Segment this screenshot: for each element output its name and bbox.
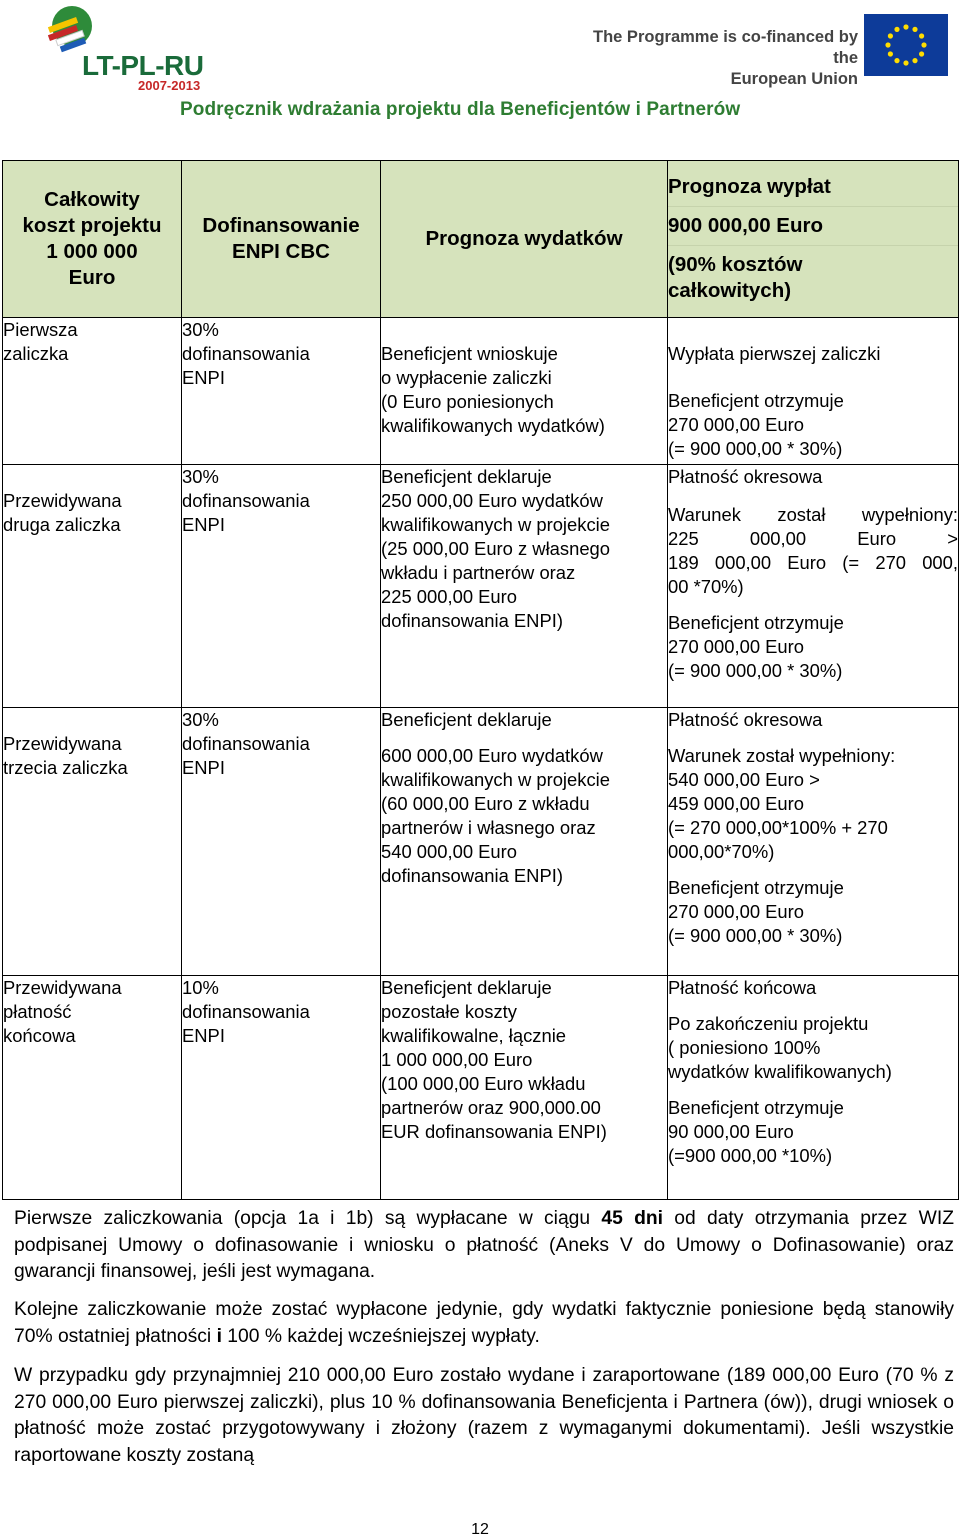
cell-stage (3, 976, 182, 1200)
cell-payments (668, 708, 959, 976)
header-line: Całkowity (44, 188, 140, 211)
cell-line: pozostałe koszty (381, 1001, 517, 1022)
cell-line: końcowa (3, 1025, 76, 1046)
cell-line: Przewidywana (3, 977, 122, 998)
cell-line: 30% (182, 709, 219, 730)
cell-expenses (381, 465, 668, 708)
cell-line: 225 000,00 Euro > (668, 528, 958, 549)
eu-cofinance-text (568, 27, 858, 90)
cell-line: 30% (182, 319, 219, 340)
cell-line: (60 000,00 Euro z wkładu (381, 793, 590, 814)
cell-line: kwalifikowanych w projekcie (381, 769, 610, 790)
cell-payments (668, 318, 959, 465)
cell-line: dofinansowania (182, 490, 310, 511)
cell-line: Beneficjent deklaruje (381, 709, 552, 730)
table-row (3, 976, 959, 1200)
cell-line: kwalifikowanych wydatków) (381, 415, 605, 436)
cell-line: o wypłacenie zaliczki (381, 367, 552, 388)
paragraph-bold-text: i (216, 1325, 222, 1347)
eu-line-1: The Programme is co-financed by the (593, 28, 858, 67)
cell-line: Beneficjent wnioskuje (381, 343, 558, 364)
cell-line: (=900 000,00 *10%) (668, 1145, 833, 1166)
cell-line: Przewidywana (3, 490, 122, 511)
logo-name: LT-PL-RU (82, 50, 204, 81)
cell-line: 459 000,00 Euro (668, 793, 804, 814)
cell-line: partnerów oraz 900,000.00 (381, 1097, 601, 1118)
cell-line: Płatność końcowa (668, 977, 817, 998)
header-cofinancing (182, 161, 381, 318)
cell-line: 189 000,00 Euro (= 270 000, (668, 552, 958, 573)
cell-line: dofinansowania ENPI) (381, 865, 563, 886)
cell-line: (= 900 000,00 * 30%) (668, 925, 843, 946)
paragraph-first-advances (14, 1206, 954, 1286)
page-number: 12 (471, 1521, 489, 1538)
cell-line: płatność (3, 1001, 72, 1022)
cell-expenses (381, 318, 668, 465)
header-expense-forecast: Prognoza wydatków (381, 161, 668, 318)
cell-line: Pierwsza (3, 319, 78, 340)
cell-line: trzecia zaliczka (3, 757, 128, 778)
cell-line: (0 Euro poniesionych (381, 391, 554, 412)
cell-line: ENPI (182, 514, 225, 535)
cell-line: Płatność okresowa (668, 709, 823, 730)
cell-line: 000,00*70%) (668, 841, 775, 862)
cell-line: Beneficjent otrzymuje (668, 390, 844, 411)
header-line: koszt projektu (22, 214, 162, 237)
paragraph-next-advance (14, 1297, 954, 1350)
cell-line: partnerów i własnego oraz (381, 817, 596, 838)
cell-line: Warunek został wypełniony: (668, 504, 958, 525)
payment-schedule-table (2, 160, 959, 1200)
cell-line: Przewidywana (3, 733, 122, 754)
cell-line: 00 *70%) (668, 576, 744, 597)
cell-line: zaliczka (3, 343, 69, 364)
table-row (3, 465, 959, 708)
programme-logo (30, 4, 230, 96)
cell-line: 30% (182, 466, 219, 487)
eu-flag-icon (864, 14, 948, 76)
cell-line: 270 000,00 Euro (668, 636, 804, 657)
paragraph-second-request: W przypadku gdy przynajmniej 210 000,00 Euro zostało wydane i zaraportowane (189 000,00 Euro (70 % z 270 000,00 Euro pierwszej zaliczki), plus 10 % dofinansowania Beneficjenta i Partnera (ów)), drugi wniosek o płatność może zostać przygotowywany i złożony (razem z wymaganymi dokumentami). Jeśli wszystkie raportowane koszty zostaną (14, 1365, 954, 1466)
cell-line: Po zakończeniu projektu (668, 1013, 869, 1034)
table-row (3, 318, 959, 465)
cell-line: (= 900 000,00 * 30%) (668, 438, 843, 459)
header-line: 900 000,00 Euro (668, 207, 958, 246)
cell-line: 1 000 000,00 Euro (381, 1049, 533, 1070)
header-payment-forecast (668, 161, 959, 318)
eu-line-2: European Union (730, 70, 858, 88)
cell-line: 225 000,00 Euro (381, 586, 517, 607)
cell-line: Beneficjent deklaruje (381, 977, 552, 998)
cell-line: wydatków kwalifikowanych) (668, 1061, 892, 1082)
cell-cofinancing (182, 318, 381, 465)
cell-line: (= 270 000,00*100% + 270 (668, 817, 888, 838)
cell-line: Beneficjent deklaruje (381, 466, 552, 487)
cell-line: 270 000,00 Euro (668, 414, 804, 435)
cell-payments (668, 976, 959, 1200)
cell-line: 540 000,00 Euro > (668, 769, 820, 790)
cell-line: dofinansowania (182, 733, 310, 754)
paragraph-text: 100 % każdej wcześniejszej wypłaty. (221, 1325, 540, 1347)
logo-years: 2007-2013 (138, 78, 201, 93)
header-line: Prognoza wypłat (668, 168, 958, 207)
table-header-row (3, 161, 959, 318)
cell-line: 90 000,00 Euro (668, 1121, 794, 1142)
cell-line: 250 000,00 Euro wydatków (381, 490, 603, 511)
cell-line: dofinansowania (182, 343, 310, 364)
cell-line: Warunek został wypełniony: (668, 745, 896, 766)
cell-line: dofinansowania (182, 1001, 310, 1022)
cell-stage (3, 318, 182, 465)
cell-line: EUR dofinansowania ENPI) (381, 1121, 607, 1142)
table-row (3, 708, 959, 976)
cell-line: Wypłata pierwszej zaliczki (668, 343, 881, 364)
cell-line: ENPI (182, 757, 225, 778)
cell-line: kwalifikowanych w projekcie (381, 514, 610, 535)
cell-line: Beneficjent otrzymuje (668, 612, 844, 633)
paragraph-bold-text: 45 dni (601, 1208, 664, 1229)
cell-cofinancing (182, 465, 381, 708)
cell-line: Płatność okresowa (668, 466, 823, 487)
header-line-part: (90% kosztów (668, 253, 803, 276)
cell-line: 600 000,00 Euro wydatków (381, 745, 603, 766)
cell-line: 540 000,00 Euro (381, 841, 517, 862)
page-subtitle: Podręcznik wdrażania projektu dla Beneficjentów i Partnerów (180, 99, 741, 120)
cell-line: dofinansowania ENPI) (381, 610, 563, 631)
header-line: 1 000 000 (46, 240, 138, 263)
cell-line: ( poniesiono 100% (668, 1037, 821, 1058)
cell-line: Beneficjent otrzymuje (668, 877, 844, 898)
header-total-cost (3, 161, 182, 318)
header-line: Dofinansowanie (202, 214, 360, 237)
cell-line: (25 000,00 Euro z własnego (381, 538, 611, 559)
cell-line: kwalifikowalne, łącznie (381, 1025, 567, 1046)
header-line: ENPI CBC (232, 240, 330, 263)
cell-expenses (381, 976, 668, 1200)
cell-line: (= 900 000,00 * 30%) (668, 660, 843, 681)
paragraph-text: Kolejne zaliczkowanie może zostać wypłacone jedynie, gdy wydatki faktycznie poniesione będą stanowiły 70% ostatniej płatności (14, 1299, 954, 1347)
header-line: Euro (68, 266, 116, 289)
cell-line: wkładu i partnerów oraz (381, 562, 576, 583)
cell-payments (668, 465, 959, 708)
cell-line: ENPI (182, 1025, 225, 1046)
paragraph-text: od daty otrzymania przez WIZ podpisanej Umowy o dofinasowanie i wniosku o płatność (Aneks V do Umowy o Dofinasowanie) oraz gwarancji finansowej, jeśli jest wymagana. (14, 1208, 954, 1282)
cell-cofinancing (182, 976, 381, 1200)
cell-cofinancing (182, 708, 381, 976)
header-line-part: całkowitych) (668, 279, 792, 302)
cell-line: ENPI (182, 367, 225, 388)
header-line (668, 246, 958, 310)
cell-stage (3, 708, 182, 976)
cell-expenses (381, 708, 668, 976)
cell-stage (3, 465, 182, 708)
cell-line: druga zaliczka (3, 514, 121, 535)
cell-line: 10% (182, 977, 219, 998)
cell-line: Beneficjent otrzymuje (668, 1097, 844, 1118)
paragraph-text: Pierwsze zaliczkowania (opcja 1a i 1b) są wypłacane w ciągu (14, 1208, 602, 1229)
cell-line: 270 000,00 Euro (668, 901, 804, 922)
cell-line: (100 000,00 Euro wkładu (381, 1073, 586, 1094)
